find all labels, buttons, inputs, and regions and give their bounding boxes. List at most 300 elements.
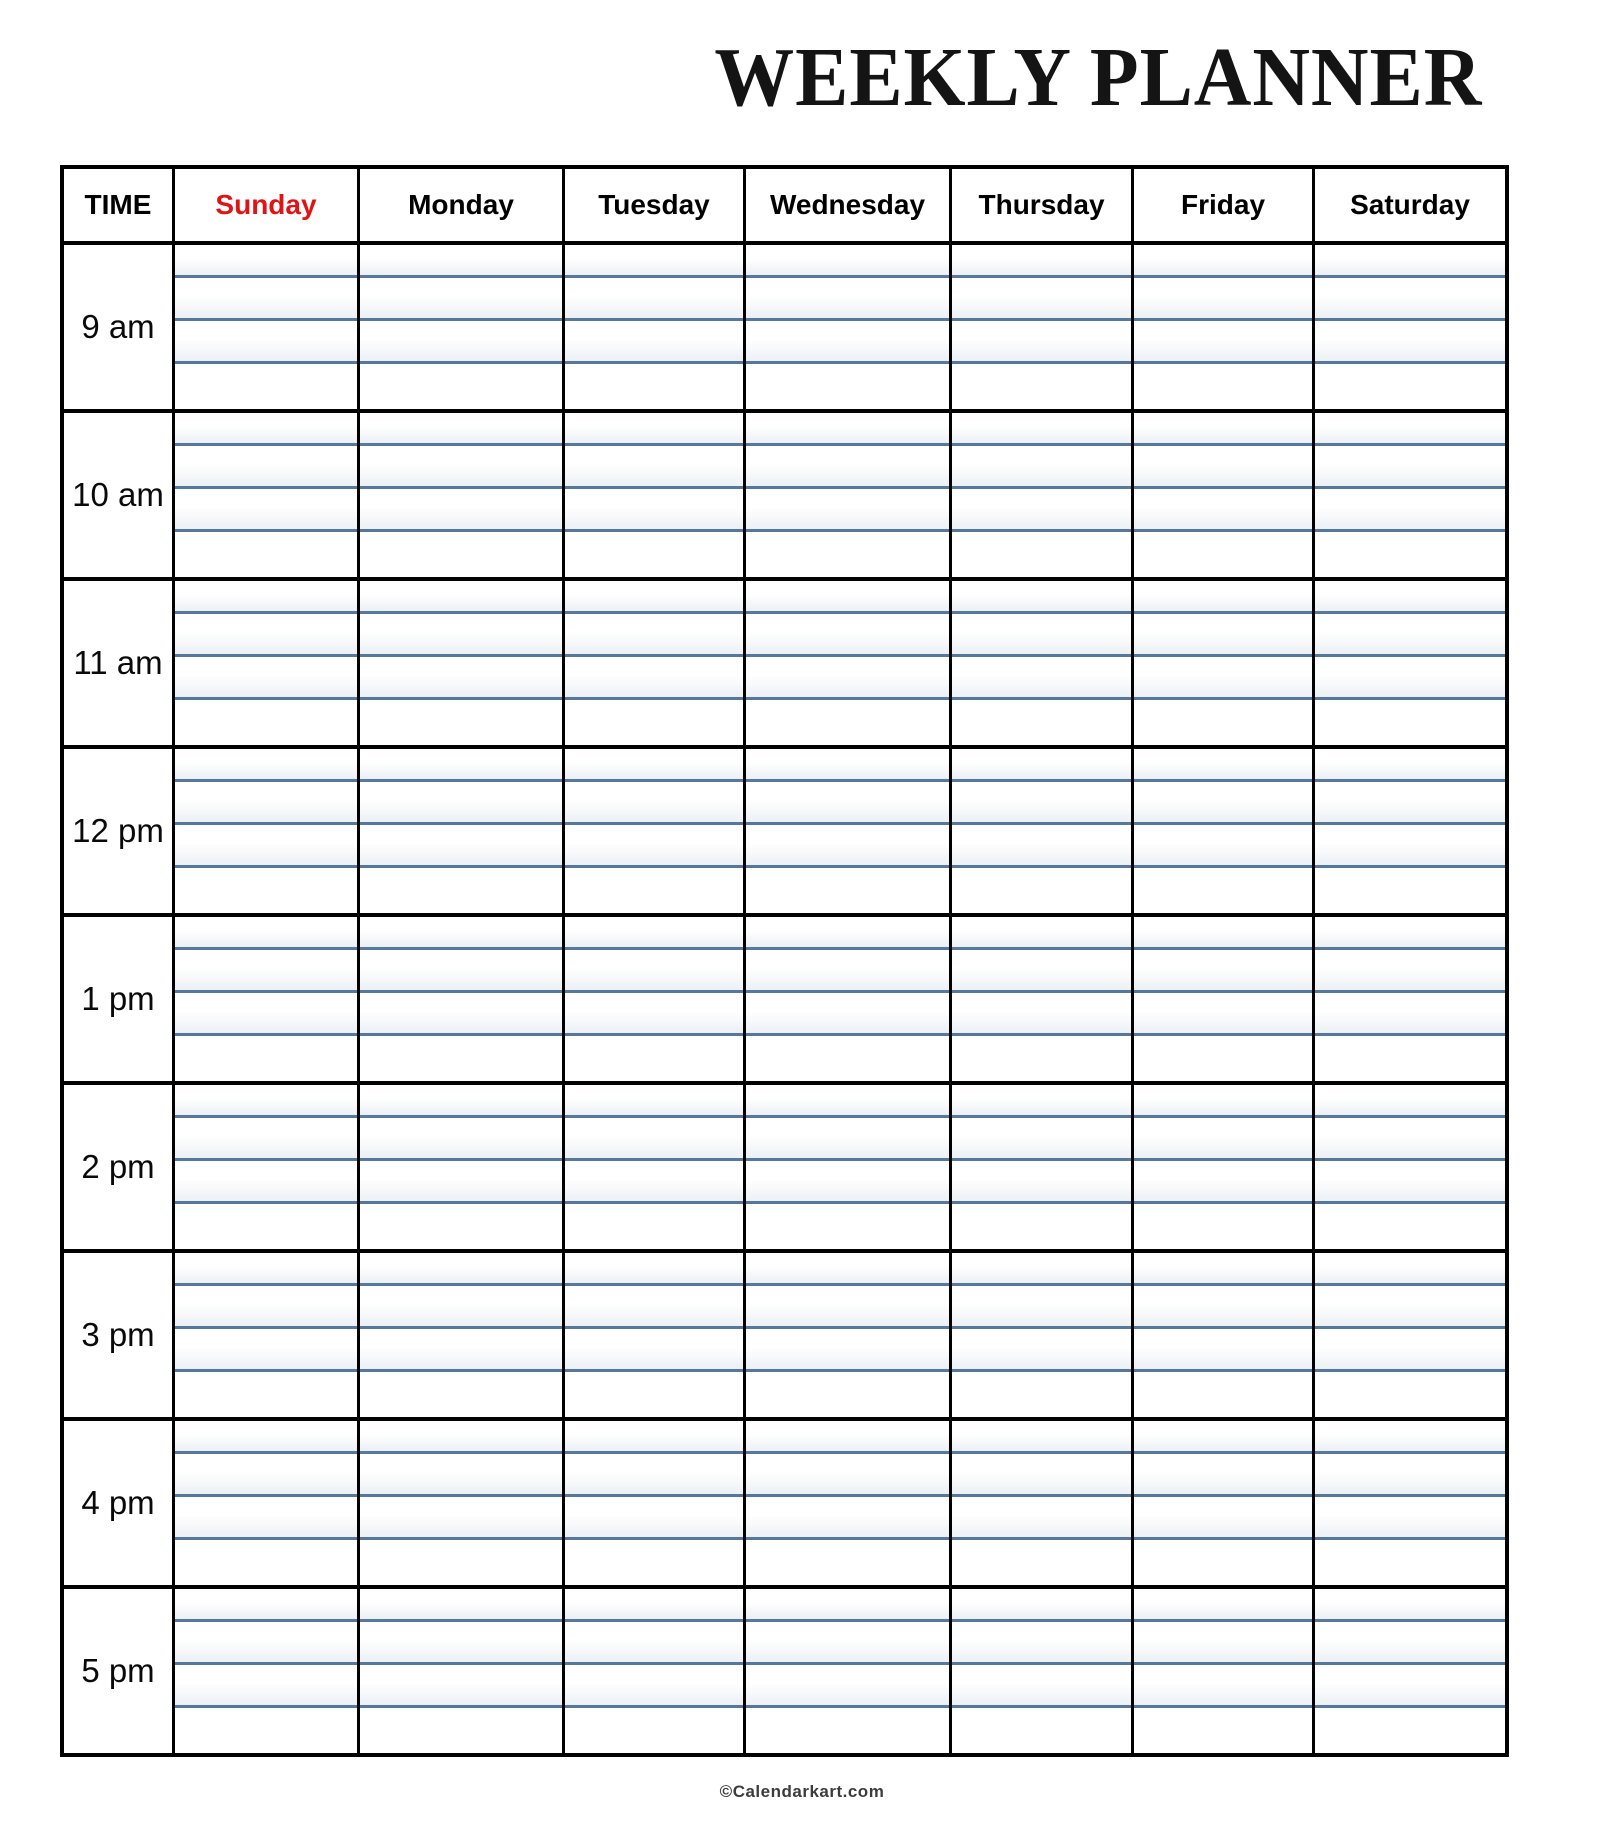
writing-line-row: [565, 321, 743, 364]
writing-line-row: [565, 1421, 743, 1454]
writing-line-row: [1315, 1161, 1505, 1204]
writing-lines: [1315, 1589, 1505, 1753]
planner-cell-thursday: [951, 747, 1133, 915]
writing-line-row: [746, 657, 949, 700]
writing-lines: [952, 1421, 1131, 1585]
planner-cell-wednesday: [745, 411, 951, 579]
writing-lines: [175, 917, 357, 1081]
writing-line-row: [175, 868, 357, 913]
writing-line-row: [360, 489, 562, 532]
planner-cell-thursday: [951, 243, 1133, 411]
writing-line-row: [175, 1540, 357, 1585]
writing-lines: [1315, 245, 1505, 409]
writing-line-row: [1134, 950, 1312, 993]
writing-line-row: [746, 700, 949, 745]
writing-line-row: [746, 1421, 949, 1454]
writing-lines: [175, 245, 357, 409]
writing-line-row: [1315, 245, 1505, 278]
writing-line-row: [175, 1085, 357, 1118]
planner-cell-wednesday: [745, 1251, 951, 1419]
writing-line-row: [952, 446, 1131, 489]
writing-lines: [175, 581, 357, 745]
writing-line-row: [1134, 532, 1312, 577]
writing-line-row: [1134, 245, 1312, 278]
writing-line-row: [746, 489, 949, 532]
writing-lines: [1134, 581, 1312, 745]
hour-row: [62, 1083, 1507, 1251]
writing-line-row: [1315, 1540, 1505, 1585]
writing-line-row: [1134, 749, 1312, 782]
writing-line-row: [952, 321, 1131, 364]
hour-row: [62, 747, 1507, 915]
writing-lines: [1134, 917, 1312, 1081]
planner-cell-saturday: [1314, 243, 1508, 411]
writing-line-row: [565, 1589, 743, 1622]
writing-line-row: [1134, 657, 1312, 700]
writing-line-row: [1315, 1204, 1505, 1249]
writing-line-row: [1315, 614, 1505, 657]
writing-line-row: [565, 825, 743, 868]
planner-cell-saturday: [1314, 411, 1508, 579]
hour-row: [62, 1419, 1507, 1587]
writing-lines: [360, 1253, 562, 1417]
writing-line-row: [1315, 321, 1505, 364]
writing-line-row: [746, 245, 949, 278]
writing-lines: [565, 1421, 743, 1585]
planner-cell-friday: [1133, 1587, 1314, 1755]
writing-lines: [1134, 1421, 1312, 1585]
hour-row: [62, 915, 1507, 1083]
writing-lines: [1134, 1085, 1312, 1249]
writing-line-row: [565, 1497, 743, 1540]
writing-line-row: [565, 868, 743, 913]
writing-lines: [175, 749, 357, 913]
writing-line-row: [360, 917, 562, 950]
planner-cell-sunday: [174, 747, 359, 915]
writing-line-row: [1315, 1708, 1505, 1753]
writing-lines: [746, 413, 949, 577]
writing-line-row: [175, 1161, 357, 1204]
hour-row: [62, 579, 1507, 747]
writing-lines: [360, 413, 562, 577]
writing-lines: [175, 1253, 357, 1417]
planner-cell-friday: [1133, 915, 1314, 1083]
planner-cell-saturday: [1314, 1587, 1508, 1755]
writing-line-row: [952, 1421, 1131, 1454]
writing-line-row: [175, 1286, 357, 1329]
writing-lines: [746, 1253, 949, 1417]
writing-line-row: [1315, 868, 1505, 913]
writing-line-row: [175, 1454, 357, 1497]
writing-lines: [1134, 1589, 1312, 1753]
writing-line-row: [1315, 1253, 1505, 1286]
planner-cell-saturday: [1314, 1083, 1508, 1251]
writing-line-row: [565, 1118, 743, 1161]
planner-cell-tuesday: [564, 1251, 745, 1419]
writing-line-row: [746, 1036, 949, 1081]
time-header: TIME: [62, 167, 174, 243]
writing-lines: [565, 1253, 743, 1417]
writing-line-row: [1134, 825, 1312, 868]
planner-cell-tuesday: [564, 1083, 745, 1251]
planner-cell-tuesday: [564, 1419, 745, 1587]
writing-line-row: [1134, 489, 1312, 532]
planner-cell-monday: [359, 1587, 564, 1755]
writing-line-row: [565, 446, 743, 489]
writing-line-row: [952, 1286, 1131, 1329]
writing-line-row: [952, 1036, 1131, 1081]
writing-line-row: [175, 993, 357, 1036]
planner-cell-monday: [359, 1419, 564, 1587]
writing-line-row: [565, 1708, 743, 1753]
writing-line-row: [1134, 1286, 1312, 1329]
day-header-saturday: Saturday: [1314, 167, 1508, 243]
writing-line-row: [1315, 825, 1505, 868]
writing-line-row: [952, 1372, 1131, 1417]
writing-line-row: [175, 1329, 357, 1372]
writing-line-row: [175, 1622, 357, 1665]
writing-line-row: [952, 413, 1131, 446]
writing-lines: [746, 917, 949, 1081]
planner-cell-sunday: [174, 579, 359, 747]
time-label: 4 pm: [62, 1419, 174, 1587]
writing-line-row: [565, 993, 743, 1036]
writing-line-row: [746, 1454, 949, 1497]
writing-line-row: [565, 1253, 743, 1286]
planner-body: [62, 243, 1507, 1755]
writing-line-row: [746, 278, 949, 321]
writing-lines: [175, 413, 357, 577]
writing-line-row: [360, 1286, 562, 1329]
planner-cell-wednesday: [745, 1587, 951, 1755]
day-header-wednesday: Wednesday: [745, 167, 951, 243]
writing-line-row: [360, 1665, 562, 1708]
writing-line-row: [360, 825, 562, 868]
writing-line-row: [1315, 1372, 1505, 1417]
writing-line-row: [175, 278, 357, 321]
writing-line-row: [952, 993, 1131, 1036]
writing-line-row: [175, 950, 357, 993]
day-header-sunday: Sunday: [174, 167, 359, 243]
writing-line-row: [952, 1085, 1131, 1118]
planner-cell-tuesday: [564, 1587, 745, 1755]
planner-cell-sunday: [174, 1251, 359, 1419]
writing-line-row: [1315, 413, 1505, 446]
planner-cell-friday: [1133, 1083, 1314, 1251]
writing-lines: [565, 245, 743, 409]
writing-line-row: [1315, 993, 1505, 1036]
writing-line-row: [952, 581, 1131, 614]
writing-lines: [565, 413, 743, 577]
writing-lines: [360, 749, 562, 913]
writing-line-row: [952, 1589, 1131, 1622]
writing-line-row: [1315, 1497, 1505, 1540]
writing-line-row: [1315, 1085, 1505, 1118]
writing-line-row: [360, 1372, 562, 1417]
writing-line-row: [746, 1497, 949, 1540]
writing-lines: [1315, 749, 1505, 913]
writing-lines: [746, 245, 949, 409]
planner-cell-saturday: [1314, 579, 1508, 747]
writing-lines: [746, 749, 949, 913]
writing-line-row: [565, 489, 743, 532]
writing-line-row: [175, 1708, 357, 1753]
writing-lines: [952, 581, 1131, 745]
planner-cell-sunday: [174, 1419, 359, 1587]
planner-cell-friday: [1133, 747, 1314, 915]
writing-line-row: [1315, 657, 1505, 700]
writing-line-row: [952, 1454, 1131, 1497]
time-label: 3 pm: [62, 1251, 174, 1419]
writing-line-row: [175, 1372, 357, 1417]
writing-lines: [1315, 413, 1505, 577]
writing-line-row: [952, 700, 1131, 745]
writing-line-row: [1134, 1161, 1312, 1204]
writing-line-row: [746, 1372, 949, 1417]
writing-line-row: [1315, 1286, 1505, 1329]
header-row: [62, 167, 1507, 243]
writing-line-row: [360, 581, 562, 614]
writing-line-row: [175, 245, 357, 278]
writing-line-row: [952, 245, 1131, 278]
planner-cell-friday: [1133, 411, 1314, 579]
day-header-friday: Friday: [1133, 167, 1314, 243]
time-label: 9 am: [62, 243, 174, 411]
writing-line-row: [952, 489, 1131, 532]
writing-line-row: [952, 1497, 1131, 1540]
hour-row: [62, 1587, 1507, 1755]
writing-line-row: [746, 1708, 949, 1753]
writing-lines: [1134, 413, 1312, 577]
writing-line-row: [746, 749, 949, 782]
writing-lines: [952, 1589, 1131, 1753]
writing-line-row: [952, 1329, 1131, 1372]
writing-line-row: [952, 950, 1131, 993]
planner-cell-monday: [359, 1251, 564, 1419]
writing-line-row: [565, 749, 743, 782]
writing-line-row: [1134, 993, 1312, 1036]
writing-line-row: [360, 1497, 562, 1540]
writing-line-row: [1315, 1421, 1505, 1454]
hour-row: [62, 411, 1507, 579]
writing-line-row: [360, 1708, 562, 1753]
writing-line-row: [360, 1329, 562, 1372]
writing-line-row: [360, 782, 562, 825]
writing-line-row: [1134, 700, 1312, 745]
planner-cell-tuesday: [564, 747, 745, 915]
writing-line-row: [360, 868, 562, 913]
writing-line-row: [360, 1454, 562, 1497]
writing-line-row: [1134, 1118, 1312, 1161]
writing-line-row: [565, 532, 743, 577]
writing-line-row: [360, 321, 562, 364]
writing-line-row: [1134, 1540, 1312, 1585]
planner-cell-monday: [359, 579, 564, 747]
planner-cell-tuesday: [564, 411, 745, 579]
writing-line-row: [1315, 1589, 1505, 1622]
writing-line-row: [1134, 1497, 1312, 1540]
writing-line-row: [1315, 446, 1505, 489]
writing-line-row: [360, 993, 562, 1036]
writing-line-row: [952, 278, 1131, 321]
planner-cell-monday: [359, 243, 564, 411]
writing-line-row: [565, 1036, 743, 1081]
planner-cell-thursday: [951, 1251, 1133, 1419]
writing-line-row: [175, 1118, 357, 1161]
writing-line-row: [746, 993, 949, 1036]
writing-line-row: [1315, 489, 1505, 532]
writing-line-row: [175, 1421, 357, 1454]
writing-line-row: [1134, 1665, 1312, 1708]
writing-line-row: [746, 868, 949, 913]
writing-line-row: [175, 657, 357, 700]
writing-lines: [952, 413, 1131, 577]
planner-cell-wednesday: [745, 579, 951, 747]
writing-line-row: [1134, 1036, 1312, 1081]
writing-lines: [360, 1421, 562, 1585]
writing-line-row: [746, 1589, 949, 1622]
planner-cell-friday: [1133, 243, 1314, 411]
writing-line-row: [565, 1329, 743, 1372]
planner-cell-monday: [359, 915, 564, 1083]
writing-line-row: [746, 364, 949, 409]
writing-line-row: [175, 1204, 357, 1249]
writing-line-row: [175, 1497, 357, 1540]
writing-line-row: [175, 1253, 357, 1286]
writing-line-row: [175, 532, 357, 577]
writing-line-row: [175, 413, 357, 446]
writing-line-row: [1315, 1454, 1505, 1497]
writing-lines: [565, 1589, 743, 1753]
writing-line-row: [952, 1622, 1131, 1665]
writing-line-row: [360, 1589, 562, 1622]
writing-lines: [746, 1421, 949, 1585]
writing-line-row: [565, 245, 743, 278]
writing-lines: [1134, 749, 1312, 913]
writing-lines: [952, 1253, 1131, 1417]
writing-line-row: [175, 1665, 357, 1708]
planner-cell-wednesday: [745, 915, 951, 1083]
writing-lines: [746, 1085, 949, 1249]
writing-line-row: [746, 1329, 949, 1372]
writing-line-row: [952, 657, 1131, 700]
writing-line-row: [1315, 1622, 1505, 1665]
writing-line-row: [565, 1085, 743, 1118]
writing-line-row: [1134, 1589, 1312, 1622]
writing-line-row: [565, 1286, 743, 1329]
writing-line-row: [565, 413, 743, 446]
writing-line-row: [952, 614, 1131, 657]
planner-cell-monday: [359, 1083, 564, 1251]
writing-line-row: [565, 1454, 743, 1497]
writing-line-row: [360, 532, 562, 577]
writing-line-row: [1134, 278, 1312, 321]
writing-line-row: [360, 1622, 562, 1665]
writing-line-row: [175, 749, 357, 782]
writing-line-row: [1134, 782, 1312, 825]
writing-line-row: [952, 532, 1131, 577]
writing-line-row: [746, 825, 949, 868]
writing-line-row: [746, 1286, 949, 1329]
writing-line-row: [746, 614, 949, 657]
writing-lines: [952, 1085, 1131, 1249]
writing-line-row: [360, 245, 562, 278]
planner-cell-thursday: [951, 915, 1133, 1083]
writing-line-row: [565, 950, 743, 993]
writing-line-row: [360, 1085, 562, 1118]
planner-cell-wednesday: [745, 747, 951, 915]
planner-cell-saturday: [1314, 915, 1508, 1083]
writing-lines: [1315, 1085, 1505, 1249]
writing-line-row: [565, 1540, 743, 1585]
planner-cell-sunday: [174, 411, 359, 579]
writing-line-row: [1134, 868, 1312, 913]
writing-line-row: [952, 782, 1131, 825]
writing-line-row: [175, 614, 357, 657]
writing-lines: [1134, 245, 1312, 409]
planner-header: [62, 167, 1507, 243]
writing-lines: [565, 581, 743, 745]
planner-cell-tuesday: [564, 915, 745, 1083]
writing-line-row: [175, 917, 357, 950]
planner-cell-thursday: [951, 1083, 1133, 1251]
writing-lines: [952, 917, 1131, 1081]
hour-row: [62, 243, 1507, 411]
writing-line-row: [1134, 1085, 1312, 1118]
writing-line-row: [1315, 1118, 1505, 1161]
writing-lines: [565, 1085, 743, 1249]
writing-line-row: [746, 1161, 949, 1204]
writing-line-row: [360, 364, 562, 409]
planner-cell-saturday: [1314, 1251, 1508, 1419]
planner-cell-tuesday: [564, 243, 745, 411]
writing-lines: [952, 245, 1131, 409]
footer-credit: ©Calendarkart.com: [719, 1782, 885, 1801]
writing-line-row: [952, 825, 1131, 868]
writing-line-row: [360, 413, 562, 446]
writing-lines: [360, 1589, 562, 1753]
writing-line-row: [360, 657, 562, 700]
day-header-thursday: Thursday: [951, 167, 1133, 243]
writing-line-row: [952, 364, 1131, 409]
day-header-tuesday: Tuesday: [564, 167, 745, 243]
writing-line-row: [360, 1118, 562, 1161]
writing-line-row: [746, 1204, 949, 1249]
writing-line-row: [952, 868, 1131, 913]
planner-cell-sunday: [174, 915, 359, 1083]
writing-line-row: [746, 413, 949, 446]
writing-line-row: [1315, 700, 1505, 745]
writing-line-row: [360, 614, 562, 657]
writing-line-row: [175, 782, 357, 825]
writing-line-row: [360, 1036, 562, 1081]
writing-line-row: [1315, 1036, 1505, 1081]
writing-lines: [360, 245, 562, 409]
writing-line-row: [1134, 1454, 1312, 1497]
writing-line-row: [1134, 364, 1312, 409]
writing-line-row: [360, 1161, 562, 1204]
writing-line-row: [746, 532, 949, 577]
writing-line-row: [1315, 749, 1505, 782]
writing-line-row: [565, 364, 743, 409]
writing-lines: [565, 749, 743, 913]
writing-line-row: [746, 1253, 949, 1286]
planner-cell-thursday: [951, 1419, 1133, 1587]
writing-line-row: [746, 1665, 949, 1708]
writing-line-row: [1134, 1708, 1312, 1753]
weekly-planner-table: [60, 165, 1509, 1757]
writing-line-row: [1315, 532, 1505, 577]
